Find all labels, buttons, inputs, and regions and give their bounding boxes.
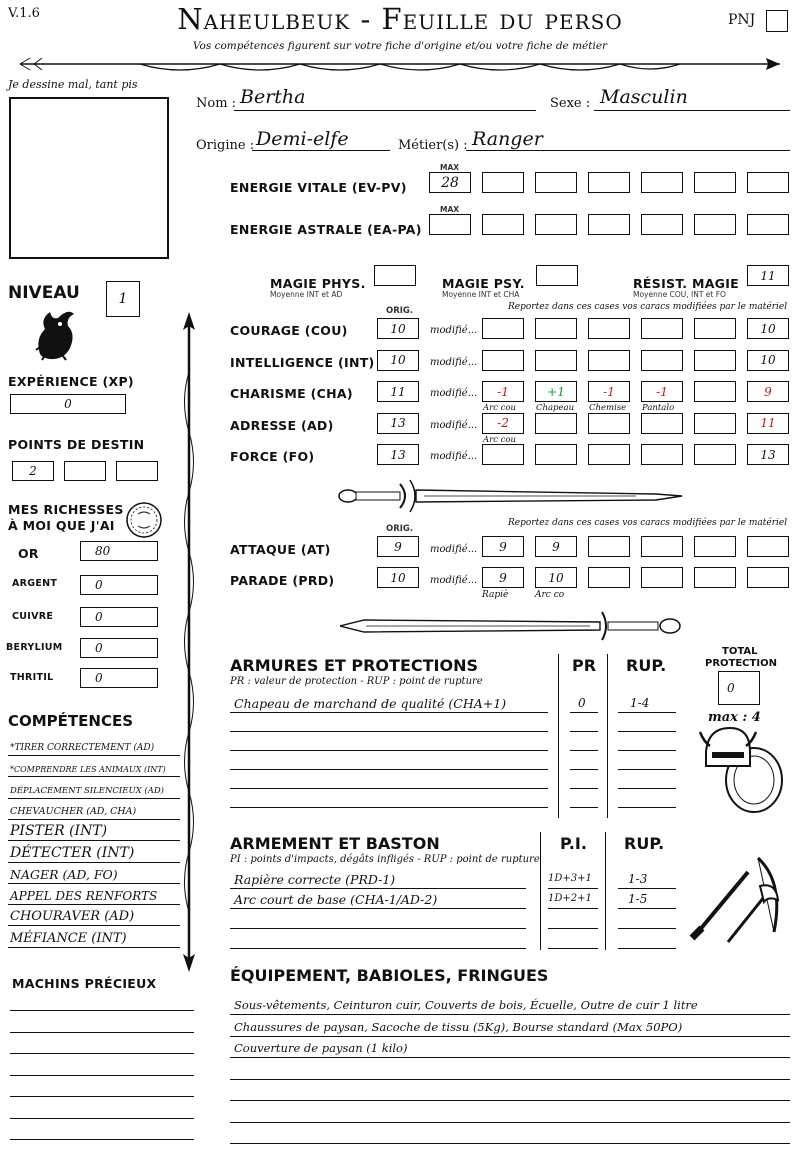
competence-item[interactable]	[8, 885, 178, 905]
competence-item[interactable]	[8, 843, 178, 863]
competence-item[interactable]	[8, 779, 178, 799]
equipement-title: ÉQUIPEMENT, BABIOLES, FRINGUES	[230, 966, 549, 985]
carac-label: INTELLIGENCE (INT)	[230, 354, 375, 370]
carac-mod-note: Pantalo	[642, 403, 675, 414]
richesses-label-2: À MOI QUE J'AI	[8, 518, 115, 533]
combat-mod-box[interactable]	[747, 567, 789, 588]
total-protection-label-2: PROTECTION	[705, 658, 777, 669]
ea-box-6[interactable]	[694, 214, 736, 235]
thritil-box[interactable]: 0	[80, 668, 158, 688]
weapons-icon	[688, 852, 788, 952]
metier-label: Métier(s) :	[398, 138, 468, 153]
machins-line[interactable]	[10, 1118, 194, 1119]
combat-note: Reportez dans ces cases vos caracs modifiées par le matériel	[508, 518, 788, 528]
magie-phys-sub: Moyenne INT et AD	[270, 290, 343, 299]
carac-mod-note: Chapeau	[536, 403, 575, 414]
equipement-text: Chaussures de paysan, Sacoche de tissu (5Kg), Bourse standard (Max 50PO)	[234, 1019, 683, 1034]
arme-pi[interactable]: 1D+3+1	[548, 873, 592, 884]
magie-psy-box[interactable]	[536, 265, 578, 286]
combat-mod-box[interactable]: 9	[482, 567, 524, 588]
combat-mod-box[interactable]	[588, 567, 630, 588]
equipement-line[interactable]	[230, 1100, 790, 1101]
armement-title: ARMEMENT ET BASTON	[230, 834, 440, 853]
combat-orig-label: ORIG.	[386, 524, 414, 534]
destin-box-1[interactable]: 2	[12, 461, 54, 481]
carac-mod-box[interactable]	[535, 350, 577, 371]
modifie-label: modifié...	[430, 575, 478, 586]
armures-title: ARMURES ET PROTECTIONS	[230, 656, 478, 675]
ea-box-3[interactable]	[535, 214, 577, 235]
magie-phys-label: MAGIE PHYS.	[270, 276, 366, 291]
armement-col-rup: RUP.	[624, 834, 665, 853]
sheet-title: Naheulbeuk - Feuille du perso	[177, 2, 623, 36]
carac-mod-box[interactable]	[694, 413, 736, 434]
carac-mod-box[interactable]: -1	[482, 381, 524, 402]
carac-mod-box[interactable]	[535, 413, 577, 434]
machins-line[interactable]	[10, 1096, 194, 1097]
sexe-label: Sexe :	[550, 96, 591, 111]
carac-mod-box[interactable]	[641, 318, 683, 339]
carac-mod-box[interactable]	[694, 381, 736, 402]
machins-line[interactable]	[10, 1075, 194, 1076]
competence-item[interactable]	[8, 757, 178, 777]
arme-name[interactable]: Arc court de base (CHA-1/AD-2)	[234, 892, 438, 907]
combat-note-arc: Arc co	[535, 590, 565, 600]
header-arrow-ornament	[0, 52, 800, 78]
carac-mod-box[interactable]	[535, 444, 577, 465]
modifie-label: modifié...	[430, 356, 478, 368]
ev-box-2[interactable]	[482, 172, 524, 193]
sword-ornament-1	[336, 474, 686, 514]
armure-name[interactable]: Chapeau de marchand de qualité (CHA+1)	[234, 696, 507, 711]
combat-orig-box[interactable]: 10	[377, 567, 419, 588]
armement-sub: PI : points d'impacts, dégâts infligés - RUP : point de rupture	[230, 854, 540, 865]
nom-value[interactable]: Bertha	[240, 86, 306, 108]
ea-box-2[interactable]	[482, 214, 524, 235]
competence-item[interactable]	[8, 821, 178, 841]
competence-item[interactable]	[8, 864, 178, 884]
carac-mod-box[interactable]	[588, 350, 630, 371]
ev-label: ENERGIE VITALE (EV-PV)	[230, 180, 407, 195]
carac-mod-box[interactable]: +1	[535, 381, 577, 402]
pnj-label: PNJ	[728, 12, 756, 28]
carac-label: ADRESSE (AD)	[230, 417, 334, 433]
combat-mod-box[interactable]: 9	[535, 536, 577, 557]
berylium-label: BERYLIUM	[6, 642, 63, 653]
combat-mod-box[interactable]	[641, 567, 683, 588]
modifie-label: modifié...	[430, 325, 478, 336]
nom-label: Nom :	[196, 96, 237, 111]
equipement-text: Couverture de paysan (1 kilo)	[234, 1041, 408, 1055]
competence-item[interactable]	[8, 906, 178, 926]
carac-orig-box[interactable]: 10	[377, 318, 419, 339]
magie-psy-sub: Moyenne INT et CHA	[442, 290, 520, 299]
combat-mod-box[interactable]	[641, 536, 683, 557]
equipement-line[interactable]	[230, 1014, 790, 1015]
competence-item[interactable]	[8, 800, 178, 820]
combat-mod-box[interactable]	[747, 536, 789, 557]
total-protection-max: max : 4	[708, 710, 761, 725]
armures-sub: PR : valeur de protection - RUP : point de rupture	[230, 676, 483, 687]
ev-max-box[interactable]: 28	[429, 172, 471, 193]
version-label: V.1.6	[8, 6, 40, 21]
machins-line[interactable]	[10, 1139, 194, 1140]
caracs-note: Reportez dans ces cases vos caracs modifiées par le matériel	[508, 302, 788, 312]
magie-phys-box[interactable]	[374, 265, 416, 286]
magie-psy-label: MAGIE PSY.	[442, 276, 525, 291]
competence-label: PISTER (INT)	[10, 823, 108, 840]
ev-box-3[interactable]	[535, 172, 577, 193]
carac-mod-note: Arc cou	[483, 403, 517, 414]
armure-rup[interactable]: 1-4	[630, 696, 650, 710]
metier-value[interactable]: Ranger	[472, 128, 543, 150]
equipement-line[interactable]	[230, 1057, 790, 1058]
carac-mod-box[interactable]	[482, 350, 524, 371]
equipement-line[interactable]	[230, 1036, 790, 1037]
argent-box[interactable]: 0	[80, 575, 158, 595]
spear-ornament	[176, 312, 202, 972]
helmet-shield-icon	[698, 722, 788, 817]
combat-mod-box[interactable]	[694, 567, 736, 588]
armure-pr[interactable]: 0	[578, 696, 586, 710]
experience-label: EXPÉRIENCE (XP)	[8, 374, 134, 389]
berylium-box[interactable]: 0	[80, 638, 158, 658]
caracs-orig-label: ORIG.	[386, 306, 414, 316]
carac-mod-box[interactable]: -1	[588, 381, 630, 402]
resist-magie-label: RÉSIST. MAGIE	[633, 276, 740, 291]
arme-name[interactable]: Rapière correcte (PRD-1)	[234, 872, 396, 887]
modifie-label: modifié...	[430, 544, 478, 555]
coin-icon	[124, 500, 164, 540]
combat-mod-box[interactable]	[694, 536, 736, 557]
pnj-checkbox[interactable]	[766, 10, 788, 32]
carac-mod-box[interactable]	[588, 444, 630, 465]
arme-pi[interactable]: 1D+2+1	[548, 893, 592, 904]
richesses-label-1: MES RICHESSES	[8, 502, 124, 517]
carac-mod-box[interactable]: 13	[747, 444, 789, 465]
equipement-text: Sous-vêtements, Ceinturon cuir, Couverts de bois, Écuelle, Outre de cuir 1 litre	[234, 998, 698, 1012]
modifie-label: modifié...	[430, 419, 478, 431]
carac-mod-box[interactable]	[588, 413, 630, 434]
competence-label: *TIRER CORRECTEMENT (AD)	[10, 743, 155, 753]
niveau-box[interactable]: 1	[106, 281, 140, 317]
carac-mod-box[interactable]: 10	[747, 318, 789, 339]
carac-mod-box[interactable]	[588, 318, 630, 339]
cuivre-box[interactable]: 0	[80, 607, 158, 627]
carac-mod-box[interactable]	[694, 350, 736, 371]
resist-magie-sub: Moyenne COU, INT et FO	[633, 290, 726, 299]
carac-mod-box[interactable]	[482, 444, 524, 465]
or-label: OR	[18, 546, 39, 561]
carac-label: CHARISME (CHA)	[230, 386, 353, 402]
sword-ornament-2	[340, 606, 685, 646]
carac-mod-box[interactable]	[641, 350, 683, 371]
niveau-label: NIVEAU	[8, 283, 80, 303]
sexe-value[interactable]: Masculin	[600, 86, 688, 108]
combat-label: ATTAQUE (AT)	[230, 542, 331, 557]
equipement-line[interactable]	[230, 1079, 790, 1080]
carac-mod-box[interactable]	[641, 444, 683, 465]
carac-orig-box[interactable]: 11	[377, 381, 419, 402]
competence-label: APPEL DES RENFORTS	[10, 889, 158, 904]
carac-orig-box[interactable]: 10	[377, 350, 419, 371]
machins-line[interactable]	[10, 1010, 194, 1011]
carac-mod-note: Chemise	[589, 403, 627, 414]
armement-col-pi: P.I.	[560, 834, 587, 853]
carac-mod-box[interactable]: -1	[641, 381, 683, 402]
armures-col-rup: RUP.	[626, 656, 667, 675]
argent-label: ARGENT	[12, 578, 58, 589]
carac-mod-note: Arc cou	[483, 434, 517, 445]
destin-label: POINTS DE DESTIN	[8, 437, 145, 452]
ea-box-4[interactable]	[588, 214, 630, 235]
competence-label: DÉPLACEMENT SILENCIEUX (AD)	[10, 786, 164, 797]
machins-line[interactable]	[10, 1053, 194, 1054]
carac-orig-box[interactable]: 13	[377, 444, 419, 465]
carac-mod-box[interactable]	[535, 318, 577, 339]
competence-item[interactable]	[8, 928, 178, 948]
carac-mod-box[interactable]: 9	[747, 381, 789, 402]
arme-rup[interactable]: 1-3	[628, 872, 648, 886]
origine-value[interactable]: Demi-elfe	[256, 128, 349, 150]
combat-mod-box[interactable]: 10	[535, 567, 577, 588]
equipement-line[interactable]	[230, 1122, 790, 1123]
combat-label: PARADE (PRD)	[230, 573, 335, 588]
combat-note-rapiere: Rapiè	[482, 590, 509, 600]
competence-label: MÉFIANCE (INT)	[10, 930, 127, 946]
cuivre-label: CUIVRE	[12, 611, 54, 622]
destin-box-2[interactable]	[64, 461, 106, 481]
carac-mod-box[interactable]	[694, 318, 736, 339]
ea-max-box[interactable]	[429, 214, 471, 235]
carac-orig-box[interactable]: 13	[377, 413, 419, 434]
or-box[interactable]: 80	[80, 541, 158, 561]
ea-max-label: MAX	[440, 205, 460, 214]
competence-label: NAGER (AD, FO)	[10, 867, 118, 883]
equipement-line[interactable]	[230, 1143, 790, 1144]
thritil-label: THRITIL	[10, 672, 54, 683]
competence-label: *COMPRENDRE LES ANIMAUX (INT)	[10, 765, 166, 775]
arme-rup[interactable]: 1-5	[628, 892, 648, 906]
ea-label: ENERGIE ASTRALE (EA-PA)	[230, 222, 422, 237]
carac-label: COURAGE (COU)	[230, 323, 348, 338]
armures-col-pr: PR	[572, 656, 597, 675]
total-protection-label-1: TOTAL	[722, 646, 758, 657]
carac-mod-box[interactable]	[482, 318, 524, 339]
carac-mod-box[interactable]	[641, 413, 683, 434]
portrait-frame[interactable]	[9, 97, 169, 259]
portrait-caption: Je dessine mal, tant pis	[8, 78, 138, 91]
ev-box-7[interactable]	[747, 172, 789, 193]
machins-line[interactable]	[10, 1032, 194, 1033]
competence-item[interactable]	[8, 736, 178, 756]
ea-box-7[interactable]	[747, 214, 789, 235]
carac-mod-box[interactable]: 11	[747, 413, 789, 434]
origine-label: Origine :	[196, 138, 255, 153]
carac-mod-box[interactable]: 10	[747, 350, 789, 371]
combat-orig-box[interactable]: 9	[377, 536, 419, 557]
machins-title: MACHINS PRÉCIEUX	[12, 976, 157, 991]
modifie-label: modifié...	[430, 388, 478, 400]
competences-title: COMPÉTENCES	[8, 712, 134, 730]
competence-label: CHOURAVER (AD)	[10, 909, 135, 925]
ev-box-5[interactable]	[641, 172, 683, 193]
sheet-subtitle: Vos compétences figurent sur votre fiche d'origine et/ou votre fiche de métier	[192, 40, 608, 52]
competence-label: DÉTECTER (INT)	[10, 844, 135, 861]
combat-mod-box[interactable]	[588, 536, 630, 557]
resist-magie-box[interactable]: 11	[747, 265, 789, 286]
ev-max-label: MAX	[440, 163, 460, 172]
destin-box-3[interactable]	[116, 461, 158, 481]
carac-mod-box[interactable]	[694, 444, 736, 465]
competence-label: CHEVAUCHER (AD, CHA)	[10, 806, 137, 818]
experience-box[interactable]: 0	[10, 394, 126, 414]
dragon-emblem-icon	[30, 304, 80, 364]
ev-box-4[interactable]	[588, 172, 630, 193]
carac-label: FORCE (FO)	[230, 449, 315, 465]
modifie-label: modifié...	[430, 451, 478, 463]
ea-box-5[interactable]	[641, 214, 683, 235]
carac-mod-box[interactable]: -2	[482, 413, 524, 434]
combat-mod-box[interactable]: 9	[482, 536, 524, 557]
ev-box-6[interactable]	[694, 172, 736, 193]
total-protection-box[interactable]: 0	[718, 671, 760, 705]
